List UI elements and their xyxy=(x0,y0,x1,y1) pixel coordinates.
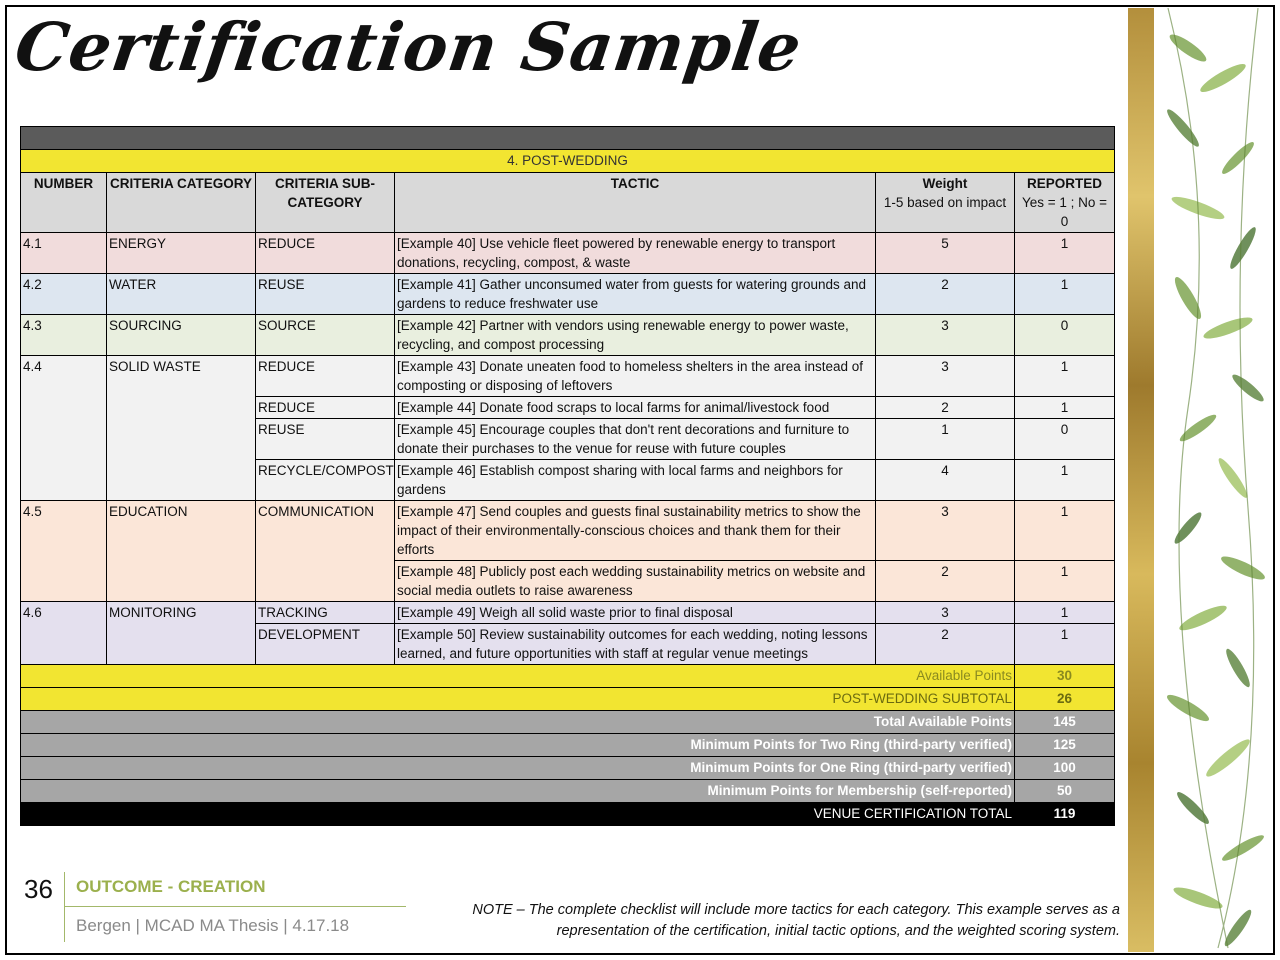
col-number: NUMBER xyxy=(21,173,107,233)
row-reported: 1 xyxy=(1015,356,1115,397)
row-reported: 1 xyxy=(1015,624,1115,665)
row-reported: 1 xyxy=(1015,501,1115,561)
row-reported: 1 xyxy=(1015,397,1115,419)
row-tactic: [Example 40] Use vehicle fleet powered by renewable energy to transport donations, recycling, compost, & waste xyxy=(395,233,876,274)
row-weight: 5 xyxy=(876,233,1015,274)
row-reported: 1 xyxy=(1015,274,1115,315)
col-reported xyxy=(1015,173,1115,233)
row-number: 4.5 xyxy=(21,501,107,602)
total-available-label: Total Available Points xyxy=(21,711,1015,734)
two-ring-row xyxy=(21,734,1115,757)
venue-total-row xyxy=(21,803,1115,826)
col-weight xyxy=(876,173,1015,233)
row-subcategory: SOURCE xyxy=(256,315,395,356)
row-subcategory: REUSE xyxy=(256,274,395,315)
row-reported: 1 xyxy=(1015,233,1115,274)
col-tactic: TACTIC xyxy=(395,173,876,233)
row-reported: 0 xyxy=(1015,419,1115,460)
row-number: 4.1 xyxy=(21,233,107,274)
row-subcategory: REDUCE xyxy=(256,233,395,274)
one-ring-row xyxy=(21,757,1115,780)
row-tactic: [Example 42] Partner with vendors using renewable energy to power waste, recycling, and compost processing xyxy=(395,315,876,356)
row-category: SOURCING xyxy=(107,315,256,356)
row-reported: 0 xyxy=(1015,315,1115,356)
table-top-bar xyxy=(21,127,1115,150)
table-row xyxy=(21,602,1115,624)
two-ring-value: 125 xyxy=(1015,734,1115,757)
available-points-label: Available Points xyxy=(21,665,1015,688)
venue-total-value: 119 xyxy=(1015,803,1115,826)
page-title: Certification Sample xyxy=(10,8,807,86)
table-row xyxy=(21,233,1115,274)
col-subcategory: CRITERIA SUB-CATEGORY xyxy=(256,173,395,233)
footer-byline: Bergen | MCAD MA Thesis | 4.17.18 xyxy=(76,916,350,935)
row-number: 4.6 xyxy=(21,602,107,665)
row-weight: 3 xyxy=(876,602,1015,624)
table-row xyxy=(21,274,1115,315)
certification-table xyxy=(20,126,1115,826)
col-weight-label: Weight xyxy=(922,176,968,191)
row-subcategory: REDUCE xyxy=(256,397,395,419)
row-tactic: [Example 48] Publicly post each wedding sustainability metrics on website and social media outlets to raise awareness xyxy=(395,561,876,602)
section-title: 4. POST-WEDDING xyxy=(21,150,1115,173)
col-weight-sub: 1-5 based on impact xyxy=(883,195,1007,210)
row-weight: 3 xyxy=(876,315,1015,356)
page-number: 36 xyxy=(24,874,53,904)
one-ring-label: Minimum Points for One Ring (third-party verified) xyxy=(21,757,1015,780)
venue-total-label: VENUE CERTIFICATION TOTAL xyxy=(21,803,1015,826)
row-weight: 1 xyxy=(876,419,1015,460)
table-row xyxy=(21,356,1115,397)
row-weight: 4 xyxy=(876,460,1015,501)
footer-divider-vertical xyxy=(64,872,65,942)
row-category: MONITORING xyxy=(107,602,256,665)
row-weight: 2 xyxy=(876,561,1015,602)
one-ring-value: 100 xyxy=(1015,757,1115,780)
total-available-value: 145 xyxy=(1015,711,1115,734)
subtotal-value: 26 xyxy=(1015,688,1115,711)
row-subcategory: DEVELOPMENT xyxy=(256,624,395,665)
row-weight: 2 xyxy=(876,397,1015,419)
subtotal-label: POST-WEDDING SUBTOTAL xyxy=(21,688,1015,711)
row-reported: 1 xyxy=(1015,561,1115,602)
row-weight: 3 xyxy=(876,356,1015,397)
row-reported: 1 xyxy=(1015,602,1115,624)
row-tactic: [Example 43] Donate uneaten food to homeless shelters in the area instead of composting or disposing of leftovers xyxy=(395,356,876,397)
membership-label: Minimum Points for Membership (self-reported) xyxy=(21,780,1015,803)
decorative-foliage xyxy=(1128,8,1272,952)
row-tactic: [Example 45] Encourage couples that don't rent decorations and furniture to donate their purchases to the venue for reuse with future couples xyxy=(395,419,876,460)
footer-divider-horizontal xyxy=(64,906,406,907)
row-category: EDUCATION xyxy=(107,501,256,602)
row-tactic: [Example 50] Review sustainability outcomes for each wedding, noting lessons learned, and future opportunities with staff at regular venue meetings xyxy=(395,624,876,665)
col-reported-sub: Yes = 1 ; No = 0 xyxy=(1021,195,1108,229)
table-row xyxy=(21,315,1115,356)
row-tactic: [Example 47] Send couples and guests final sustainability metrics to show the impact of their environmentally-conscious choices and thank them for their efforts xyxy=(395,501,876,561)
row-category: WATER xyxy=(107,274,256,315)
row-tactic: [Example 49] Weigh all solid waste prior to final disposal xyxy=(395,602,876,624)
total-available-row xyxy=(21,711,1115,734)
row-category: SOLID WASTE xyxy=(107,356,256,501)
gold-stripe xyxy=(1128,8,1154,952)
row-number: 4.4 xyxy=(21,356,107,501)
row-tactic: [Example 46] Establish compost sharing with local farms and neighbors for gardens xyxy=(395,460,876,501)
available-points-row xyxy=(21,665,1115,688)
footer-note: NOTE – The complete checklist will include more tactics for each category. This example serves as a representation of the certification, initial tactic options, and the weighted scoring system. xyxy=(472,902,1120,939)
row-number: 4.2 xyxy=(21,274,107,315)
subtotal-row xyxy=(21,688,1115,711)
row-category: ENERGY xyxy=(107,233,256,274)
row-reported: 1 xyxy=(1015,460,1115,501)
footer-section: OUTCOME - CREATION xyxy=(76,877,266,896)
two-ring-label: Minimum Points for Two Ring (third-party verified) xyxy=(21,734,1015,757)
row-number: 4.3 xyxy=(21,315,107,356)
row-subcategory: REUSE xyxy=(256,419,395,460)
col-reported-label: REPORTED xyxy=(1027,176,1103,191)
row-tactic: [Example 41] Gather unconsumed water from guests for watering grounds and gardens to reduce freshwater use xyxy=(395,274,876,315)
row-subcategory: REDUCE xyxy=(256,356,395,397)
membership-value: 50 xyxy=(1015,780,1115,803)
section-header xyxy=(21,150,1115,173)
row-weight: 2 xyxy=(876,624,1015,665)
row-subcategory: COMMUNICATION xyxy=(256,501,395,602)
membership-row xyxy=(21,780,1115,803)
column-headers xyxy=(21,173,1115,233)
row-weight: 2 xyxy=(876,274,1015,315)
row-subcategory: TRACKING xyxy=(256,602,395,624)
row-tactic: [Example 44] Donate food scraps to local farms for animal/livestock food xyxy=(395,397,876,419)
table-row xyxy=(21,501,1115,561)
available-points-value: 30 xyxy=(1015,665,1115,688)
row-subcategory: RECYCLE/COMPOST xyxy=(256,460,395,501)
row-weight: 3 xyxy=(876,501,1015,561)
col-category: CRITERIA CATEGORY xyxy=(107,173,256,233)
